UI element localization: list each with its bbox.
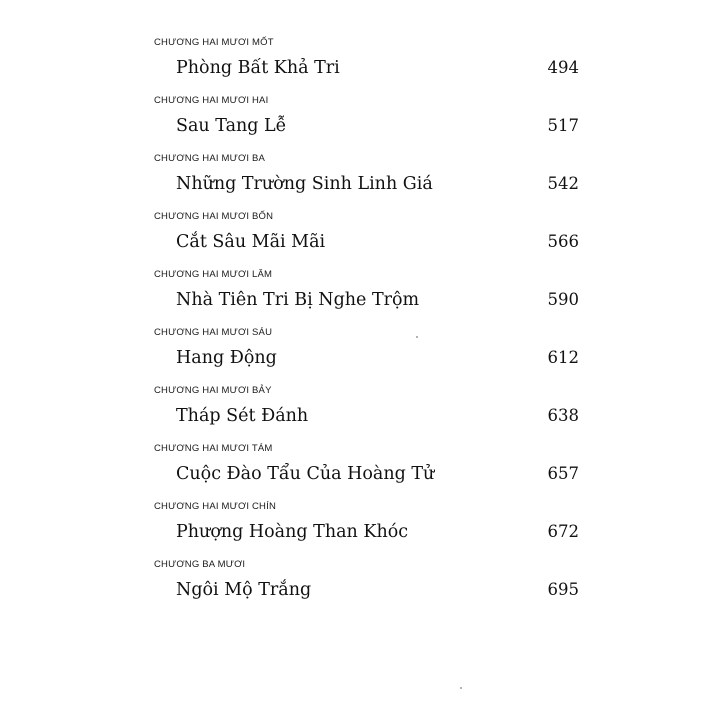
toc-entry xyxy=(0,92,720,150)
toc-entry xyxy=(0,208,720,266)
page-number: 517 xyxy=(547,116,579,135)
toc-entry xyxy=(0,440,720,498)
chapter-title: Ngôi Mộ Trắng xyxy=(176,580,312,600)
chapter-label: CHƯƠNG HAI MƯƠI TÁM xyxy=(154,443,273,454)
page-number: 638 xyxy=(547,406,579,425)
toc-entry xyxy=(0,266,720,324)
chapter-title: Cuộc Đào Tẩu Của Hoàng Tử xyxy=(176,464,435,484)
toc-entry xyxy=(0,34,720,92)
table-of-contents xyxy=(0,34,720,614)
chapter-title: Hang Động xyxy=(176,348,277,368)
chapter-label: CHƯƠNG HAI MƯƠI BỐN xyxy=(154,211,274,222)
chapter-title: Phượng Hoàng Than Khóc xyxy=(176,522,409,542)
toc-entry xyxy=(0,324,720,382)
chapter-label: CHƯƠNG HAI MƯƠI MỐT xyxy=(154,37,274,48)
chapter-label: CHƯƠNG HAI MƯƠI CHÍN xyxy=(154,501,277,512)
page-number: 494 xyxy=(547,58,579,77)
chapter-label: CHƯƠNG HAI MƯƠI BẢY xyxy=(154,385,272,396)
chapter-title: Sau Tang Lễ xyxy=(176,116,287,136)
page-number: 566 xyxy=(547,232,579,251)
chapter-label: CHƯƠNG HAI MƯƠI HAI xyxy=(154,95,269,106)
chapter-label: CHƯƠNG HAI MƯƠI SÁU xyxy=(154,327,273,338)
page-number: 657 xyxy=(547,464,579,483)
paper-speck xyxy=(416,336,418,338)
page-number: 612 xyxy=(547,348,579,367)
chapter-title: Nhà Tiên Tri Bị Nghe Trộm xyxy=(176,290,420,310)
chapter-title: Cắt Sâu Mãi Mãi xyxy=(176,232,326,252)
chapter-title: Những Trường Sinh Linh Giá xyxy=(176,174,433,194)
page-number: 590 xyxy=(547,290,579,309)
chapter-label: CHƯƠNG HAI MƯƠI LĂM xyxy=(154,269,273,280)
chapter-label: CHƯƠNG BA MƯƠI xyxy=(154,559,246,570)
page-number: 672 xyxy=(547,522,579,541)
toc-entry xyxy=(0,556,720,614)
chapter-title: Tháp Sét Đánh xyxy=(176,406,309,426)
chapter-title: Phòng Bất Khả Tri xyxy=(176,58,340,78)
page-number: 695 xyxy=(547,580,579,599)
page-number: 542 xyxy=(547,174,579,193)
toc-entry xyxy=(0,382,720,440)
toc-entry xyxy=(0,498,720,556)
paper-speck xyxy=(460,687,462,689)
toc-entry xyxy=(0,150,720,208)
chapter-label: CHƯƠNG HAI MƯƠI BA xyxy=(154,153,266,164)
